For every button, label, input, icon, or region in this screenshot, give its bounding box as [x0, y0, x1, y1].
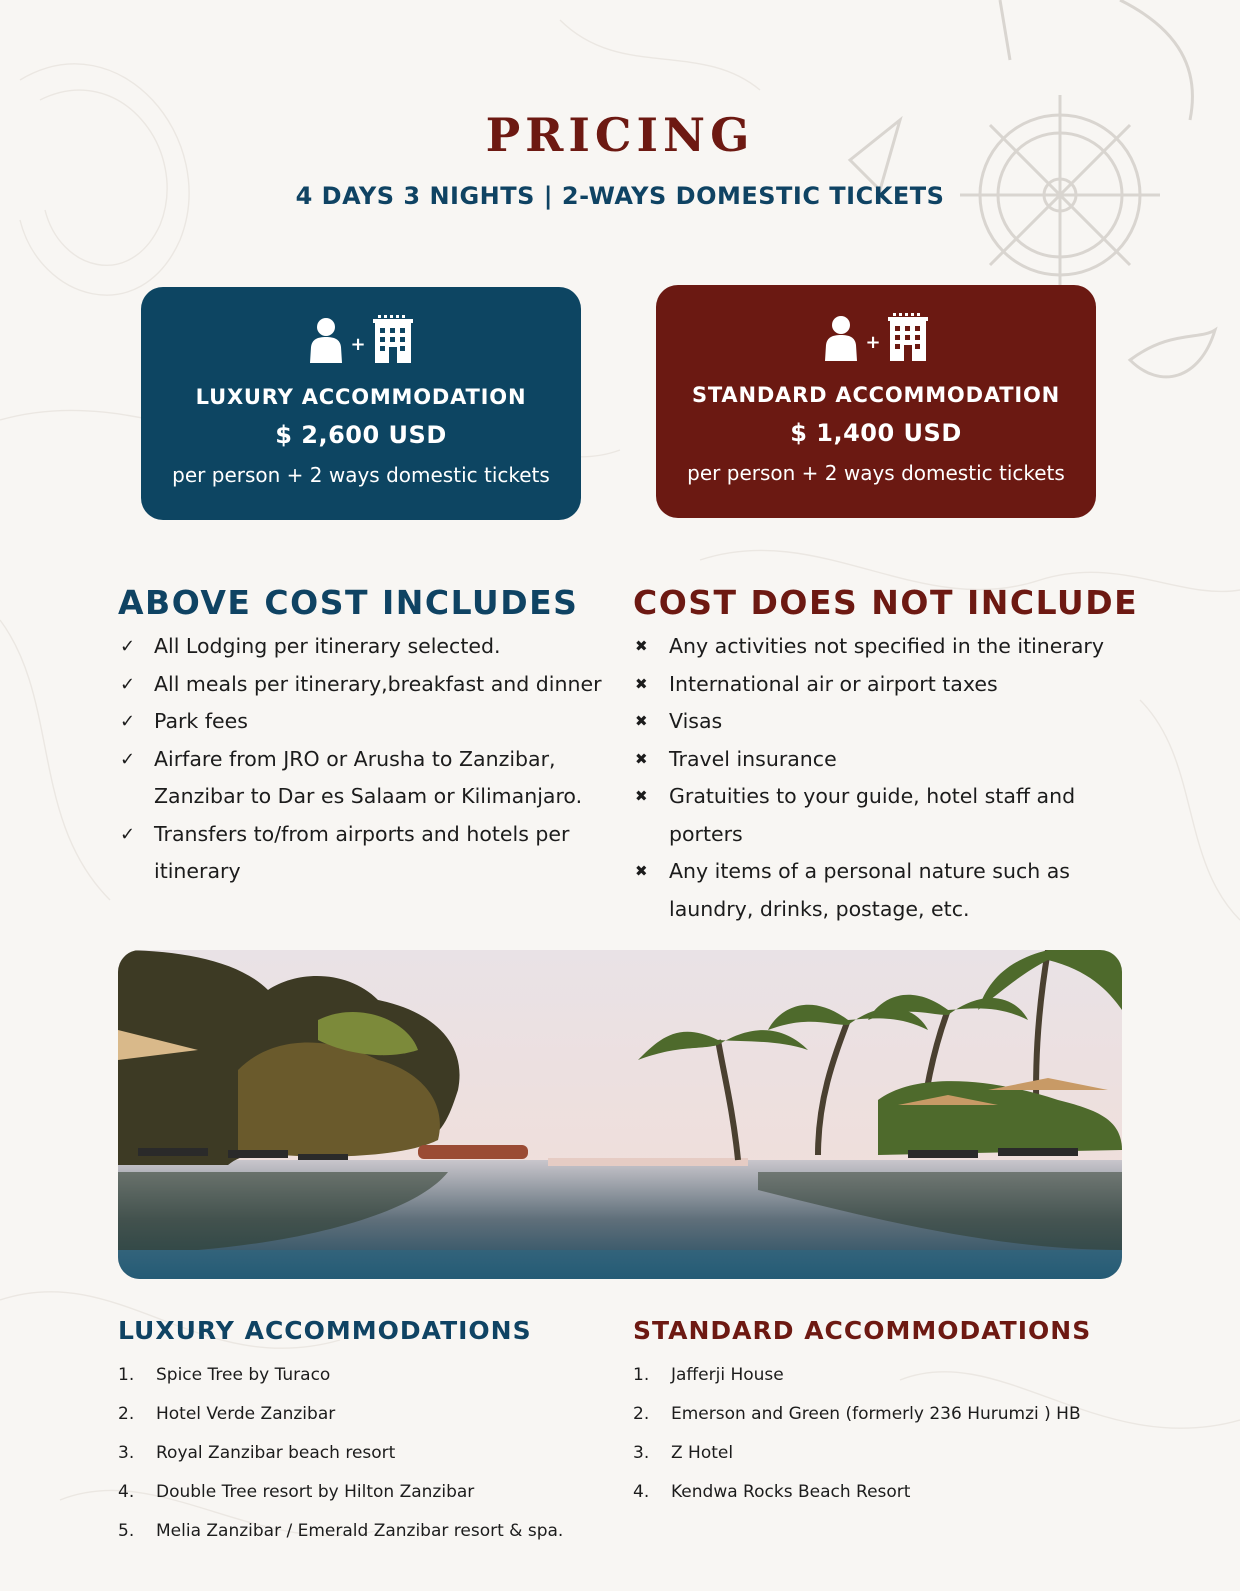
list-item	[118, 1395, 618, 1434]
check-icon: ✓	[120, 636, 136, 657]
list-item-text: All meals per itinerary,breakfast and dinner	[154, 671, 602, 696]
plus-sign: +	[350, 334, 366, 355]
list-item	[118, 1356, 618, 1395]
list-item	[118, 1512, 618, 1551]
includes-heading: ABOVE COST INCLUDES	[118, 583, 579, 622]
list-item	[118, 816, 608, 891]
excludes-heading: COST DOES NOT INCLUDE	[633, 583, 1139, 622]
luxury-accommodations-list	[118, 1356, 618, 1551]
cross-icon: ✖	[635, 674, 648, 693]
list-item	[633, 703, 1133, 741]
list-item-text: Airfare from JRO or Arusha to Zanzibar, Zanzibar to Dar es Salaam or Kilimanjaro.	[154, 746, 583, 808]
luxury-card-price: $ 2,600 USD	[275, 421, 447, 449]
list-number: 3.	[118, 1443, 135, 1463]
person-plus-hotel-icons	[656, 313, 1096, 361]
standard-card-note: per person + 2 ways domestic tickets	[687, 461, 1065, 485]
check-icon: ✓	[120, 748, 136, 770]
list-item-text: Jafferji House	[671, 1365, 784, 1385]
standard-accommodations-heading: STANDARD ACCOMMODATIONS	[633, 1316, 1092, 1345]
list-item	[633, 666, 1133, 704]
list-number: 2.	[118, 1404, 135, 1424]
list-item	[118, 1434, 618, 1473]
list-item-text: Melia Zanzibar / Emerald Zanzibar resort & spa.	[156, 1521, 564, 1541]
list-item-text: All Lodging per itinerary selected.	[154, 634, 501, 658]
standard-pricing-card	[656, 285, 1096, 518]
list-item	[118, 628, 608, 666]
list-item-text: Spice Tree by Turaco	[156, 1365, 331, 1385]
cross-icon: ✖	[635, 749, 648, 768]
list-number: 1.	[118, 1365, 135, 1385]
list-item-text: Any activities not specified in the itinerary	[669, 634, 1104, 658]
list-number: 3.	[633, 1443, 650, 1463]
list-item-text: Gratuities to your guide, hotel staff and porters	[669, 784, 1076, 846]
list-item-text: Travel insurance	[669, 746, 837, 771]
list-item-text: Royal Zanzibar beach resort	[156, 1443, 396, 1463]
hotel-building-icon	[372, 315, 414, 363]
list-item	[633, 628, 1133, 666]
list-item-text: Kendwa Rocks Beach Resort	[671, 1482, 911, 1502]
list-item	[633, 1356, 1133, 1395]
person-icon	[308, 317, 344, 363]
list-number: 4.	[633, 1482, 650, 1502]
person-plus-hotel-icons	[141, 315, 581, 363]
standard-accommodations-list	[633, 1356, 1133, 1512]
list-item-text: Park fees	[154, 709, 248, 733]
cross-icon: ✖	[635, 862, 648, 880]
list-item	[118, 1473, 618, 1512]
luxury-card-name: LUXURY ACCOMMODATION	[195, 385, 527, 409]
resort-pool-illustration	[118, 950, 1122, 1279]
check-icon: ✓	[120, 823, 136, 845]
person-icon	[823, 315, 859, 361]
cross-icon: ✖	[635, 712, 648, 730]
list-item	[633, 1395, 1133, 1434]
list-number: 2.	[633, 1404, 650, 1424]
page-title: PRICING	[485, 108, 755, 162]
list-number: 5.	[118, 1521, 135, 1541]
list-item-text: Any items of a personal nature such as laundry, drinks, postage, etc.	[669, 859, 1070, 921]
list-item	[118, 666, 608, 704]
luxury-accommodations-heading: LUXURY ACCOMMODATIONS	[118, 1316, 532, 1345]
hotel-building-icon	[887, 313, 929, 361]
list-item	[118, 741, 608, 816]
list-item-text: International air or airport taxes	[669, 671, 998, 696]
excludes-list	[633, 628, 1133, 928]
luxury-pricing-card	[141, 287, 581, 520]
check-icon: ✓	[120, 711, 136, 732]
list-item	[633, 853, 1133, 928]
list-item	[633, 741, 1133, 779]
check-icon: ✓	[120, 673, 136, 695]
list-item	[633, 778, 1133, 853]
cross-icon: ✖	[635, 787, 648, 805]
list-item-text: Z Hotel	[671, 1443, 734, 1463]
list-number: 1.	[633, 1365, 650, 1385]
list-number: 4.	[118, 1482, 135, 1502]
cross-icon: ✖	[635, 637, 648, 655]
list-item-text: Hotel Verde Zanzibar	[156, 1404, 336, 1424]
resort-pool-photo	[118, 950, 1122, 1279]
standard-card-name: STANDARD ACCOMMODATION	[691, 383, 1061, 407]
list-item-text: Double Tree resort by Hilton Zanzibar	[156, 1482, 475, 1502]
page-subtitle: 4 DAYS 3 NIGHTS | 2-WAYS DOMESTIC TICKETS	[295, 182, 945, 210]
list-item	[633, 1473, 1133, 1512]
luxury-card-note: per person + 2 ways domestic tickets	[172, 463, 550, 487]
plus-sign: +	[865, 332, 881, 353]
includes-list	[118, 628, 608, 891]
list-item-text: Transfers to/from airports and hotels per itinerary	[154, 821, 570, 883]
list-item	[633, 1434, 1133, 1473]
standard-card-price: $ 1,400 USD	[790, 419, 962, 447]
list-item-text: Visas	[669, 709, 723, 733]
list-item-text: Emerson and Green (formerly 236 Hurumzi ) HB	[671, 1404, 1081, 1424]
list-item	[118, 703, 608, 741]
